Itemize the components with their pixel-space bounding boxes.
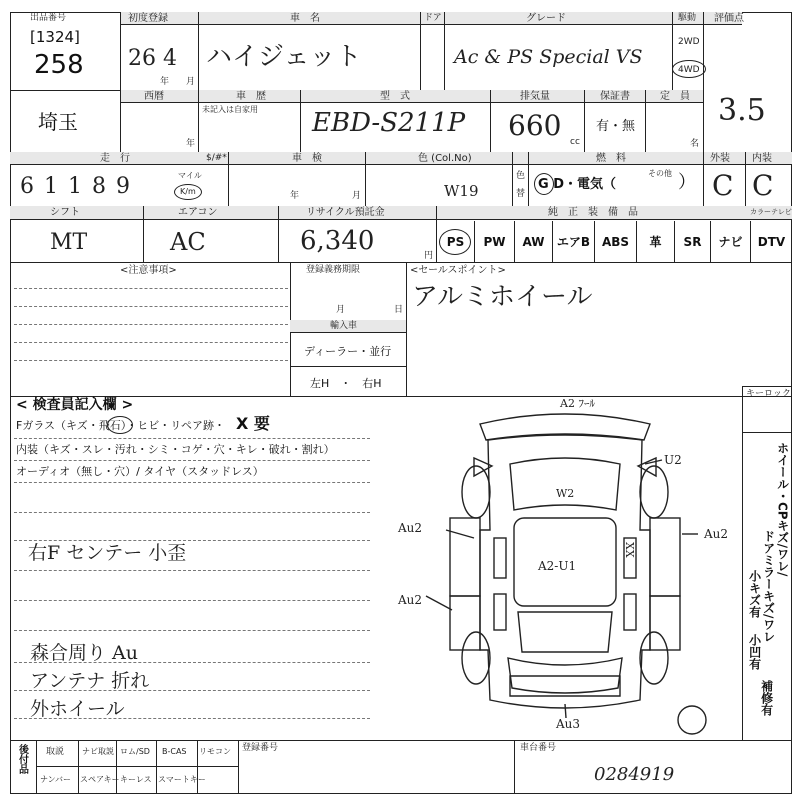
equip-aw: AW <box>514 221 552 262</box>
diag-label-au2-left: Au2 <box>398 521 423 535</box>
door-label: ドア <box>424 13 442 23</box>
wareki-label: 西暦 <box>144 91 164 102</box>
ac-value: AC <box>170 228 206 256</box>
recycle-value: 6,340 <box>300 226 375 256</box>
keylock-label: キーロック <box>746 389 791 399</box>
month-unit: 月 <box>186 77 196 87</box>
inspector-note-2: 森合周り Au <box>30 642 138 664</box>
sales-label: <セールスポイント> <box>410 265 506 276</box>
interior-label: 内装 <box>752 153 772 164</box>
car-name-label: 車 名 <box>290 13 320 24</box>
diag-label-au3: Au3 <box>556 717 581 731</box>
mileage-label: 走 行 <box>100 153 130 164</box>
interior-line: 内装（キズ・スレ・汚れ・シミ・コゲ・穴・キレ・破れ・割れ） <box>16 443 335 456</box>
score-value: 3.5 <box>718 93 766 128</box>
sales-value: アルミホイール <box>412 282 593 312</box>
capacity-label: 定 員 <box>660 91 690 102</box>
legend-small-scratch: 小キズ有 <box>747 570 762 618</box>
inspector-title: < 検査員記入欄 > <box>16 397 134 413</box>
row2-year-unit: 年 <box>186 139 196 149</box>
footer-remote: リモコン <box>199 747 231 756</box>
lot-number: 258 <box>34 50 84 80</box>
drive-4wd-circle <box>672 60 706 78</box>
footer-rom: ロム/SD <box>120 747 150 756</box>
drive-2wd: 2WD <box>678 37 700 47</box>
diag-label-au2-lower: Au2 <box>398 593 423 607</box>
recycle-label: リサイクル預託金 <box>306 207 385 218</box>
displacement-unit: cc <box>570 137 580 147</box>
footer-row-label: 後付品 <box>16 744 28 774</box>
diag-label-w2: W2 <box>556 487 575 500</box>
equip-side-label: カラーテレビ <box>750 208 792 216</box>
color-change: 替 <box>516 189 526 199</box>
shift-value: MT <box>50 230 88 255</box>
first-reg-label: 初度登録 <box>128 13 168 24</box>
lot-top: [1324] <box>30 28 80 46</box>
reg-no-label: 登録番号 <box>242 743 279 753</box>
equip-ps: PS <box>436 221 474 262</box>
equip-leather: 革 <box>636 221 674 262</box>
insp-year: 年 <box>290 191 300 201</box>
legend-wheel: ホイール・CPキズ/ワレ/ <box>775 442 790 577</box>
equip-airbag: エアB <box>552 221 594 262</box>
reg-day: 日 <box>394 305 404 315</box>
fuel-close: ） <box>678 172 696 193</box>
inspector-note-4: 外ホイール <box>30 698 125 720</box>
exterior-value: C <box>712 169 734 202</box>
glass-mark: X 要 <box>236 414 270 433</box>
legend-small-dent: 小凹有 <box>747 634 762 670</box>
warranty-label: 保証書 <box>600 91 630 102</box>
mileage-digit: 1 <box>44 174 68 199</box>
reg-plan-label: 登録義務期限 <box>306 265 361 275</box>
handle-label: 左H ・ 右H <box>310 377 382 390</box>
mileage-digits <box>20 176 140 198</box>
equip-dtv: DTV <box>750 221 792 262</box>
equip-abs: ABS <box>594 221 636 262</box>
region: 埼玉 <box>38 110 78 134</box>
audio-line: オーディオ（無し・穴）/ タイヤ（スタッドレス） <box>16 465 264 478</box>
history-sub: 未記入は自家用 <box>202 105 258 114</box>
displacement-value: 660 <box>508 109 562 142</box>
chassis-label: 車台番号 <box>520 743 557 753</box>
model-label: 型 式 <box>380 91 410 102</box>
mileage-digit: 1 <box>68 174 92 199</box>
inspection-label: 車 検 <box>292 153 322 164</box>
chassis-value: 0284919 <box>594 764 675 785</box>
history-label: 車 歴 <box>236 91 266 102</box>
mileage-digit: 8 <box>92 174 116 199</box>
insp-month: 月 <box>352 191 362 201</box>
warranty-value: 有・無 <box>596 119 636 134</box>
score-label: 評価点 <box>714 13 744 24</box>
car-name-value: ハイジェット <box>206 42 362 72</box>
legend-mirror: ドアミラーキズ/ワレ <box>761 530 776 643</box>
diag-label-center: A2-U1 <box>538 559 577 573</box>
unit-km: K/m <box>180 187 196 196</box>
ac-label: エアコン <box>178 207 218 218</box>
displacement-label: 排気量 <box>520 91 550 102</box>
equip-label: 純 正 装 備 品 <box>548 207 638 218</box>
reg-month: 月 <box>336 305 346 315</box>
footer-keyless: キーレス <box>120 775 152 784</box>
legend-repaired: 補修有 <box>759 680 774 716</box>
drive-label: 駆動 <box>678 13 697 23</box>
footer-smart-key: スマートキー <box>158 775 206 784</box>
mileage-digit: 6 <box>20 174 44 199</box>
equip-ps-circle <box>439 229 471 255</box>
dealer-label: ディーラー・並行 <box>304 345 392 358</box>
top-label: 出品番号 <box>30 13 67 23</box>
grade-value: Ac & PS Special VS <box>454 46 643 68</box>
drive-4wd: 4WD <box>678 65 700 75</box>
footer-bcas: B-CAS <box>162 747 187 756</box>
diag-label-u2: U2 <box>664 453 682 467</box>
glass-line: Fガラス（キズ・飛石）・ヒビ・リペア跡・ <box>16 419 226 432</box>
footer-plate: ナンバー <box>40 775 72 784</box>
shift-label: シフト <box>50 207 80 218</box>
exterior-label: 外装 <box>710 153 730 164</box>
fuel-other: その他 <box>648 169 672 178</box>
sharp-label: $/#* <box>206 153 227 163</box>
caution-label: <注意事項> <box>120 265 177 276</box>
recycle-unit: 円 <box>424 251 434 261</box>
grade-label: グレード <box>526 13 566 24</box>
equip-pw: PW <box>474 221 514 262</box>
equip-navi: ナビ <box>710 221 750 262</box>
color-value: W19 <box>444 182 479 200</box>
fuel-label: 燃 料 <box>596 153 626 164</box>
fuel-gas-circle <box>534 173 554 195</box>
year-unit: 年 <box>160 77 170 87</box>
footer-navi-manual: ナビ取説 <box>82 747 114 756</box>
color-label: 色 (Col.No) <box>418 153 472 164</box>
diag-label-xx: XX <box>623 542 636 558</box>
color-kanji: 色 <box>516 171 526 181</box>
unit-km-circle <box>174 184 202 200</box>
capacity-unit: 名 <box>690 139 700 149</box>
inspector-note-3: アンテナ 折れ <box>30 670 150 692</box>
diag-label-roof: A2 ﾌｰﾙ <box>560 397 595 410</box>
inspector-note-1: 右F センテー 小歪 <box>28 542 187 564</box>
first-reg-value: 26 4 <box>128 46 177 71</box>
diag-label-au2-right: Au2 <box>704 527 729 541</box>
import-label: 輸入車 <box>330 321 358 331</box>
interior-value: C <box>752 169 774 202</box>
mileage-digit: 9 <box>116 174 140 199</box>
footer-spare-key: スペアキー <box>80 775 120 784</box>
footer-manual: 取説 <box>46 747 65 757</box>
unit-mile: マイル <box>178 171 202 180</box>
glass-chip-circle <box>107 416 133 434</box>
fuel-options: G D・電気（ <box>538 177 616 192</box>
model-value: EBD-S211P <box>312 108 466 138</box>
equip-sr: SR <box>674 221 710 262</box>
